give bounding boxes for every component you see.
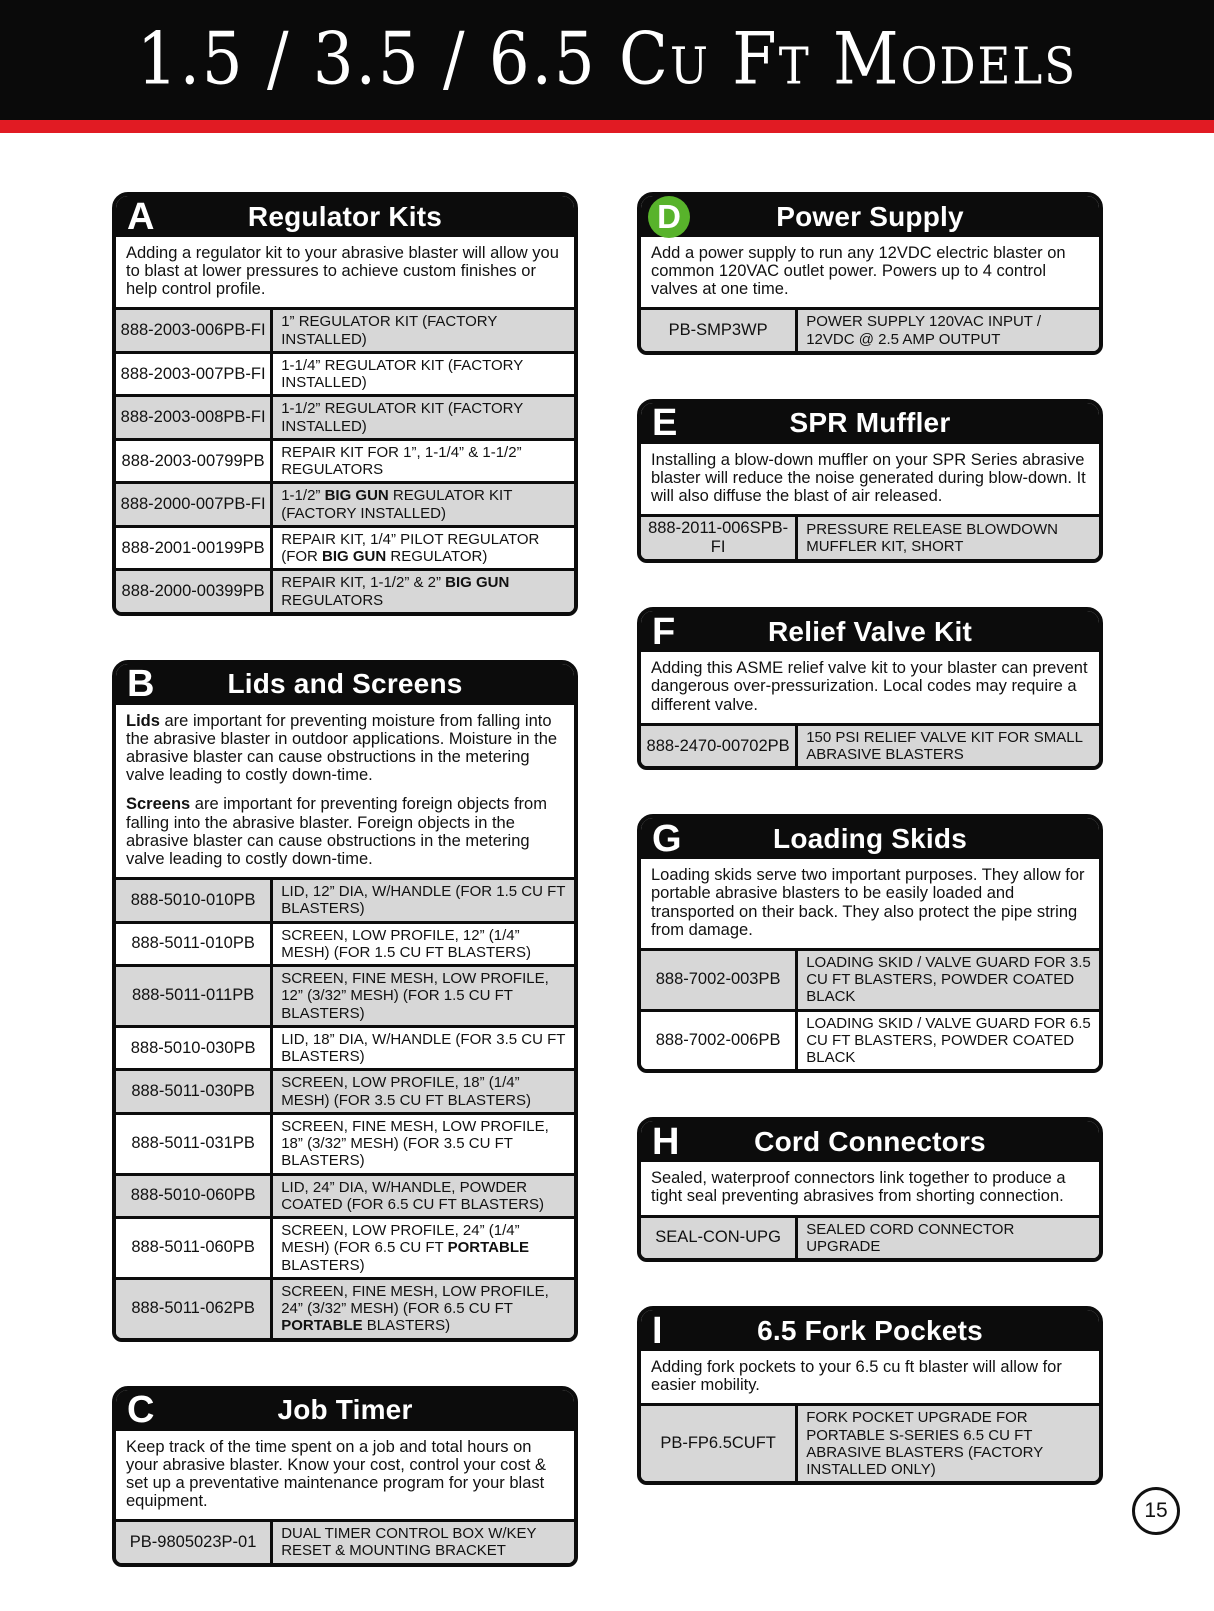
part-number-cell: 888-5010-030PB xyxy=(116,1026,272,1070)
part-number-cell: PB-9805023P-01 xyxy=(116,1521,272,1563)
section-header xyxy=(641,403,1099,444)
part-row xyxy=(116,1026,574,1070)
part-number-cell: 888-2003-007PB-FI xyxy=(116,352,272,396)
part-number-cell: 888-2000-007PB-FI xyxy=(116,483,272,527)
section-letter: G xyxy=(652,817,682,860)
part-description-cell: SCREEN, FINE MESH, LOW PROFILE, 12” (3/32” MESH) (FOR 1.5 CU FT BLASTERS) xyxy=(272,966,574,1027)
section-letter: I xyxy=(652,1309,663,1352)
section-f-relief-valve-kit xyxy=(637,607,1103,770)
part-number-cell: 888-5010-060PB xyxy=(116,1174,272,1218)
part-description-cell: 1-1/2” REGULATOR KIT (FACTORY INSTALLED) xyxy=(272,396,574,440)
left-column xyxy=(112,192,578,1611)
part-description-cell: 1-1/2” BIG GUN REGULATOR KIT (FACTORY INSTALLED) xyxy=(272,483,574,527)
part-row xyxy=(116,1521,574,1563)
section-title: Regulator Kits xyxy=(247,200,443,232)
section-letter: A xyxy=(127,195,155,238)
section-d-power-supply xyxy=(637,192,1103,355)
section-title: Lids and Screens xyxy=(227,668,463,700)
part-number-cell: 888-2003-006PB-FI xyxy=(116,309,272,353)
part-description-cell: LID, 12” DIA, W/HANDLE (FOR 1.5 CU FT BLASTERS) xyxy=(272,879,574,923)
part-row xyxy=(116,879,574,923)
right-column xyxy=(637,192,1103,1529)
part-number-cell: 888-2001-00199PB xyxy=(116,526,272,570)
section-header xyxy=(641,1121,1099,1162)
parts-table xyxy=(641,723,1099,767)
part-number-cell: 888-2470-00702PB xyxy=(641,724,797,766)
part-number-cell: 888-5011-030PB xyxy=(116,1070,272,1114)
description-paragraph: Adding fork pockets to your 6.5 cu ft blaster will allow for easier mobility. xyxy=(651,1358,1062,1395)
page-title: 1.5 / 3.5 / 6.5 Cu Ft Models xyxy=(136,18,1078,102)
parts-table xyxy=(641,307,1099,351)
part-number-cell: 888-2000-00399PB xyxy=(116,570,272,612)
description-paragraph: Add a power supply to run any 12VDC electric blaster on common 120VAC outlet power. Powers up to 4 control valves at one time. xyxy=(651,244,1066,299)
section-title: Power Supply xyxy=(776,200,964,232)
section-description xyxy=(641,859,1099,948)
section-letter: F xyxy=(652,610,676,653)
part-row xyxy=(641,309,1099,351)
part-row xyxy=(116,309,574,353)
section-header xyxy=(116,1390,574,1431)
description-paragraph: Loading skids serve two important purposes. They allow for portable abrasive blasters to be easily loaded and transported on their back. They also protect the pipe string from damage. xyxy=(651,866,1085,939)
part-row xyxy=(641,1010,1099,1069)
part-number-cell: 888-5011-060PB xyxy=(116,1218,272,1279)
part-number-cell: SEAL-CON-UPG xyxy=(641,1216,797,1258)
part-description-cell: LOADING SKID / VALVE GUARD FOR 3.5 CU FT BLASTERS, POWDER COATED BLACK xyxy=(797,949,1099,1010)
section-header xyxy=(641,818,1099,859)
section-e-spr-muffler xyxy=(637,399,1103,563)
part-description-cell: FORK POCKET UPGRADE FOR PORTABLE S-SERIES 6.5 CU FT ABRASIVE BLASTERS (FACTORY INSTALLED ONLY) xyxy=(797,1405,1099,1482)
page-number-badge xyxy=(1132,1487,1180,1535)
section-header xyxy=(641,611,1099,652)
description-paragraph: Screens are important for preventing foreign objects from falling into the abrasive blaster. Foreign objects in the abrasive blaster can cause obstructions in the metering valve leading to costly down-time. xyxy=(126,795,547,868)
parts-table xyxy=(641,948,1099,1070)
section-title: 6.5 Fork Pockets xyxy=(757,1314,983,1346)
description-paragraph: Lids are important for preventing moisture from falling into the abrasive blaster in outdoor applications. Moisture in the abrasive blaster can cause obstructions in the metering valve leading to costly down-time. xyxy=(126,711,558,785)
section-description xyxy=(116,1431,574,1520)
section-header xyxy=(641,196,1099,237)
description-paragraph: Keep track of the time spent on a job and total hours on your abrasive blaster. Know your cost, control your cost & set up a preventative maintenance program for your blast equipment. xyxy=(126,1437,547,1510)
page-header xyxy=(0,0,1214,120)
part-description-cell: SCREEN, LOW PROFILE, 24” (1/4” MESH) (FOR 6.5 CU FT PORTABLE BLASTERS) xyxy=(272,1218,574,1279)
part-description-cell: 150 PSI RELIEF VALVE KIT FOR SMALL ABRASIVE BLASTERS xyxy=(797,724,1099,766)
section-description xyxy=(641,652,1099,722)
part-number-cell: 888-5011-011PB xyxy=(116,966,272,1027)
section-letter-green-badge: D xyxy=(648,196,690,238)
part-description-cell: REPAIR KIT FOR 1”, 1-1/4” & 1-1/2” REGULATORS xyxy=(272,439,574,483)
part-row xyxy=(116,1218,574,1279)
section-title: SPR Muffler xyxy=(789,407,951,439)
part-description-cell: PRESSURE RELEASE BLOWDOWN MUFFLER KIT, SHORT xyxy=(797,516,1099,560)
page-number-text: 15 xyxy=(1144,1499,1168,1522)
section-description xyxy=(641,1162,1099,1214)
section-letter: B xyxy=(127,663,155,706)
section-letter: E xyxy=(652,402,678,445)
part-number-cell: 888-2003-008PB-FI xyxy=(116,396,272,440)
part-row xyxy=(641,1405,1099,1482)
section-title: Cord Connectors xyxy=(754,1125,986,1157)
part-number-cell: 888-5011-010PB xyxy=(116,922,272,966)
part-description-cell: LID, 24” DIA, W/HANDLE, POWDER COATED (FOR 6.5 CU FT BLASTERS) xyxy=(272,1174,574,1218)
parts-table xyxy=(116,307,574,612)
section-c-job-timer xyxy=(112,1386,578,1567)
section-description xyxy=(641,444,1099,514)
part-description-cell: POWER SUPPLY 120VAC INPUT / 12VDC @ 2.5 AMP OUTPUT xyxy=(797,309,1099,351)
part-row xyxy=(116,922,574,966)
part-row xyxy=(116,570,574,612)
part-row xyxy=(641,1216,1099,1258)
section-description xyxy=(116,237,574,307)
part-description-cell: DUAL TIMER CONTROL BOX W/KEY RESET & MOUNTING BRACKET xyxy=(272,1521,574,1563)
parts-table xyxy=(116,1519,574,1563)
parts-table xyxy=(641,514,1099,559)
parts-table xyxy=(641,1215,1099,1259)
description-paragraph: Adding this ASME relief valve kit to your blaster can prevent dangerous over-pressurization. Local codes may require a different valve. xyxy=(651,659,1088,714)
section-letter: C xyxy=(127,1389,155,1432)
part-description-cell: SEALED CORD CONNECTOR UPGRADE xyxy=(797,1216,1099,1258)
part-number-cell: PB-FP6.5CUFT xyxy=(641,1405,797,1482)
section-title: Relief Valve Kit xyxy=(768,615,972,647)
part-row xyxy=(116,966,574,1027)
part-row xyxy=(116,483,574,527)
part-number-cell: 888-5011-062PB xyxy=(116,1278,272,1337)
part-row xyxy=(116,1070,574,1114)
parts-table xyxy=(116,877,574,1338)
part-row xyxy=(116,526,574,570)
part-row xyxy=(116,352,574,396)
section-description xyxy=(641,1351,1099,1403)
section-header xyxy=(641,1310,1099,1351)
part-description-cell: SCREEN, LOW PROFILE, 12” (1/4” MESH) (FOR 1.5 CU FT BLASTERS) xyxy=(272,922,574,966)
part-description-cell: REPAIR KIT, 1/4” PILOT REGULATOR (FOR BIG GUN REGULATOR) xyxy=(272,526,574,570)
parts-table xyxy=(641,1403,1099,1481)
section-h-cord-connectors xyxy=(637,1117,1103,1262)
part-row xyxy=(116,439,574,483)
part-row xyxy=(116,1174,574,1218)
part-description-cell: SCREEN, LOW PROFILE, 18” (1/4” MESH) (FOR 3.5 CU FT BLASTERS) xyxy=(272,1070,574,1114)
part-number-cell: PB-SMP3WP xyxy=(641,309,797,351)
part-row xyxy=(641,516,1099,560)
part-number-cell: 888-5011-031PB xyxy=(116,1113,272,1174)
part-description-cell: 1” REGULATOR KIT (FACTORY INSTALLED) xyxy=(272,309,574,353)
section-description xyxy=(116,705,574,877)
section-letter: H xyxy=(652,1120,680,1163)
part-number-cell: 888-7002-006PB xyxy=(641,1010,797,1069)
part-description-cell: LID, 18” DIA, W/HANDLE (FOR 3.5 CU FT BLASTERS) xyxy=(272,1026,574,1070)
part-row xyxy=(641,724,1099,766)
section-b-lids-and-screens xyxy=(112,660,578,1342)
section-g-loading-skids xyxy=(637,814,1103,1073)
part-description-cell: REPAIR KIT, 1-1/2” & 2” BIG GUN REGULATORS xyxy=(272,570,574,612)
part-row xyxy=(116,1278,574,1337)
part-description-cell: 1-1/4” REGULATOR KIT (FACTORY INSTALLED) xyxy=(272,352,574,396)
part-description-cell: LOADING SKID / VALVE GUARD FOR 6.5 CU FT BLASTERS, POWDER COATED BLACK xyxy=(797,1010,1099,1069)
part-row xyxy=(116,1113,574,1174)
section-title: Loading Skids xyxy=(773,822,967,854)
section-i-6-5-fork-pockets xyxy=(637,1306,1103,1485)
section-title: Job Timer xyxy=(277,1394,413,1426)
part-number-cell: 888-7002-003PB xyxy=(641,949,797,1010)
part-description-cell: SCREEN, FINE MESH, LOW PROFILE, 24” (3/32” MESH) (FOR 6.5 CU FT PORTABLE BLASTERS) xyxy=(272,1278,574,1337)
part-number-cell: 888-2011-006SPB-FI xyxy=(641,516,797,560)
part-number-cell: 888-2003-00799PB xyxy=(116,439,272,483)
section-header xyxy=(116,664,574,705)
description-paragraph: Installing a blow-down muffler on your SPR Series abrasive blaster will reduce the noise generated during blow-down. It will also diffuse the blast of air released. xyxy=(651,450,1086,506)
description-paragraph: Sealed, waterproof connectors link together to produce a tight seal preventing abrasives from shorting connection. xyxy=(651,1169,1066,1206)
part-row xyxy=(116,396,574,440)
part-description-cell: SCREEN, FINE MESH, LOW PROFILE, 18” (3/32” MESH) (FOR 3.5 CU FT BLASTERS) xyxy=(272,1113,574,1174)
section-description xyxy=(641,237,1099,307)
red-stripe-divider xyxy=(0,120,1214,133)
part-number-cell: 888-5010-010PB xyxy=(116,879,272,923)
part-row xyxy=(641,949,1099,1010)
description-paragraph: Adding a regulator kit to your abrasive blaster will allow you to blast at lower pressures to achieve custom finishes or help control profile. xyxy=(126,244,559,299)
section-header xyxy=(116,196,574,237)
section-a-regulator-kits xyxy=(112,192,578,616)
